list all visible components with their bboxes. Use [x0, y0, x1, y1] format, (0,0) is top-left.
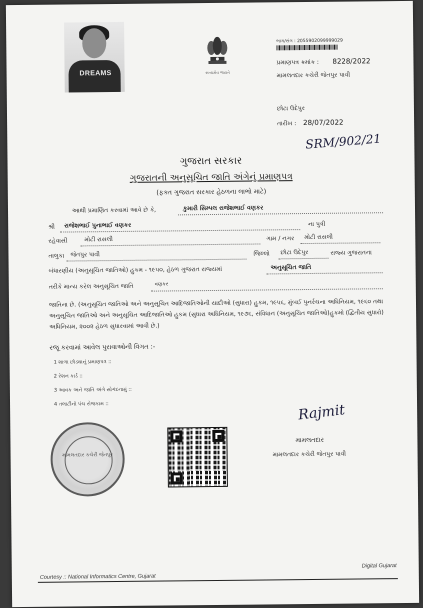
father-name: રાજેશભાઈ પુનાભાઈ વણકર [64, 221, 132, 230]
officer-signature: Rajmit [297, 402, 346, 424]
certificate-no-label: પ્રમાણપત્ર ક્રમાંક : [276, 58, 319, 67]
signature-office: મામલતદાર કચેરી જેતપુર પાવી [272, 450, 347, 459]
document-item: 1 શાળા છોડ્યાનું પ્રમાણપત્ર :: [53, 359, 112, 366]
certificate-subtitle: (ફક્ત ગુજરાત સરકાર હેઠળના લાભો માટે) [156, 187, 267, 197]
certificate-page [6, 1, 419, 607]
qr-code [167, 427, 228, 488]
residence-value: મોટી રાસલી [84, 236, 113, 244]
footer-digital-gujarat: Digital Gujarat [361, 563, 397, 570]
caste-value: વણકર [154, 281, 169, 288]
applicant-photo [64, 22, 125, 93]
document-item: 3 આવક અને જાતિ અંગે સોગંદનામું :: [53, 386, 132, 394]
taluka-label: તાલુકા [48, 252, 65, 260]
seal-text: મામલતદાર કચેરી જેતપુર [62, 452, 113, 459]
intro-text: આથી પ્રમાણિત કરવામાં આવે છે કે, [71, 206, 157, 215]
emblem-caption: સત્યમેવ જયતે [205, 69, 230, 76]
taluka-value: જેતપુર પાવી [70, 251, 100, 259]
applicant-name: કુમારી સિમ્પલ રાજેશભાઈ વણકર [182, 204, 264, 213]
district-value: છોટા ઉદેપુર [280, 248, 309, 257]
certificate-no-value: 8228/2022 [332, 57, 371, 66]
state-emblem-icon [199, 31, 235, 67]
village-label: ગામ / નગર [266, 235, 295, 243]
official-seal [50, 422, 125, 497]
barcode [276, 45, 338, 51]
date-label: તારીખ : [277, 120, 297, 128]
handwritten-reference: SRM/902/21 [304, 131, 382, 152]
certificate-title: ગુજરાતની અનુસૂચિત જાતિ અંગેનું પ્રમાણપત્ર [129, 172, 293, 184]
shri-label: શ્રી [48, 223, 55, 231]
document-item: 2 રેશન કાર્ડ :: [53, 373, 83, 380]
residence-label: રહેવાસી [48, 237, 68, 245]
signature-designation: મામલતદાર [295, 435, 325, 445]
recognized-text: તરીકે માન્ય કરેલ અનુસૂચિત જાતિ [48, 282, 134, 291]
date-value: 28/07/2022 [303, 118, 344, 128]
relation-label: ના પુત્રી [308, 220, 326, 228]
state-label: રાજ્ય ગુજરાતના [330, 249, 372, 257]
government-title: ગુજરાત સરકાર [179, 155, 243, 168]
footer-courtesy: Courtesy :: National Informatics Centre, Gujarat [39, 573, 156, 581]
order-text: બંધારણીય (અનુસૂચિત જાતિઓ) હુકમ - ૧૯૫૦, હેઠળ ગુજરાત રાજ્યમાં [48, 265, 223, 275]
district-header: છોટા ઉદેપુર [276, 105, 305, 113]
issuing-office: મામલતદાર કચેરી જેતપુર પાવી [276, 71, 351, 80]
caste-category: અનુસૂચિત જાતિ [270, 263, 312, 272]
village-value: મોટી રાસલી [304, 233, 333, 242]
photo-shirt-text: DREAMS [79, 70, 112, 78]
district-label: જિલ્લો [253, 250, 270, 258]
documents-heading: રજૂ કરવામાં આવેલ પુરાવાઓની વિગત :- [49, 342, 156, 352]
legal-paragraph: જાતિના છે. (અનુસૂચિત જાતિઓ અને અનુસૂચિત આદિજાતિઓની યાદીઓ (સુધારા) હુકમ, ૧૯૫૬, મુંબઈ પુનર્રચના અધિનિયમ, ૧૯૬૦ તથા અનુસૂચિત જાતિઓ અને અનુસૂચિત આદિજાતિઓ હુકમ (સુધારા અધિનિયમ, ૧૯૭૬, સંવિધાન (અનુસૂચિત જાતિઓ)હુકમો (દ્વિતીય સુધારો) અધિનિયમ, ૨૦૦૨ હેઠળ સુધારવામાં આવી છે.) [48, 298, 384, 331]
document-item: 4 તલાટીનો પંચ રોજકામ :: [54, 401, 109, 408]
photo-face [82, 28, 106, 58]
barcode-number: ભાગ/સંગ : 2055902099999029 [276, 38, 343, 45]
